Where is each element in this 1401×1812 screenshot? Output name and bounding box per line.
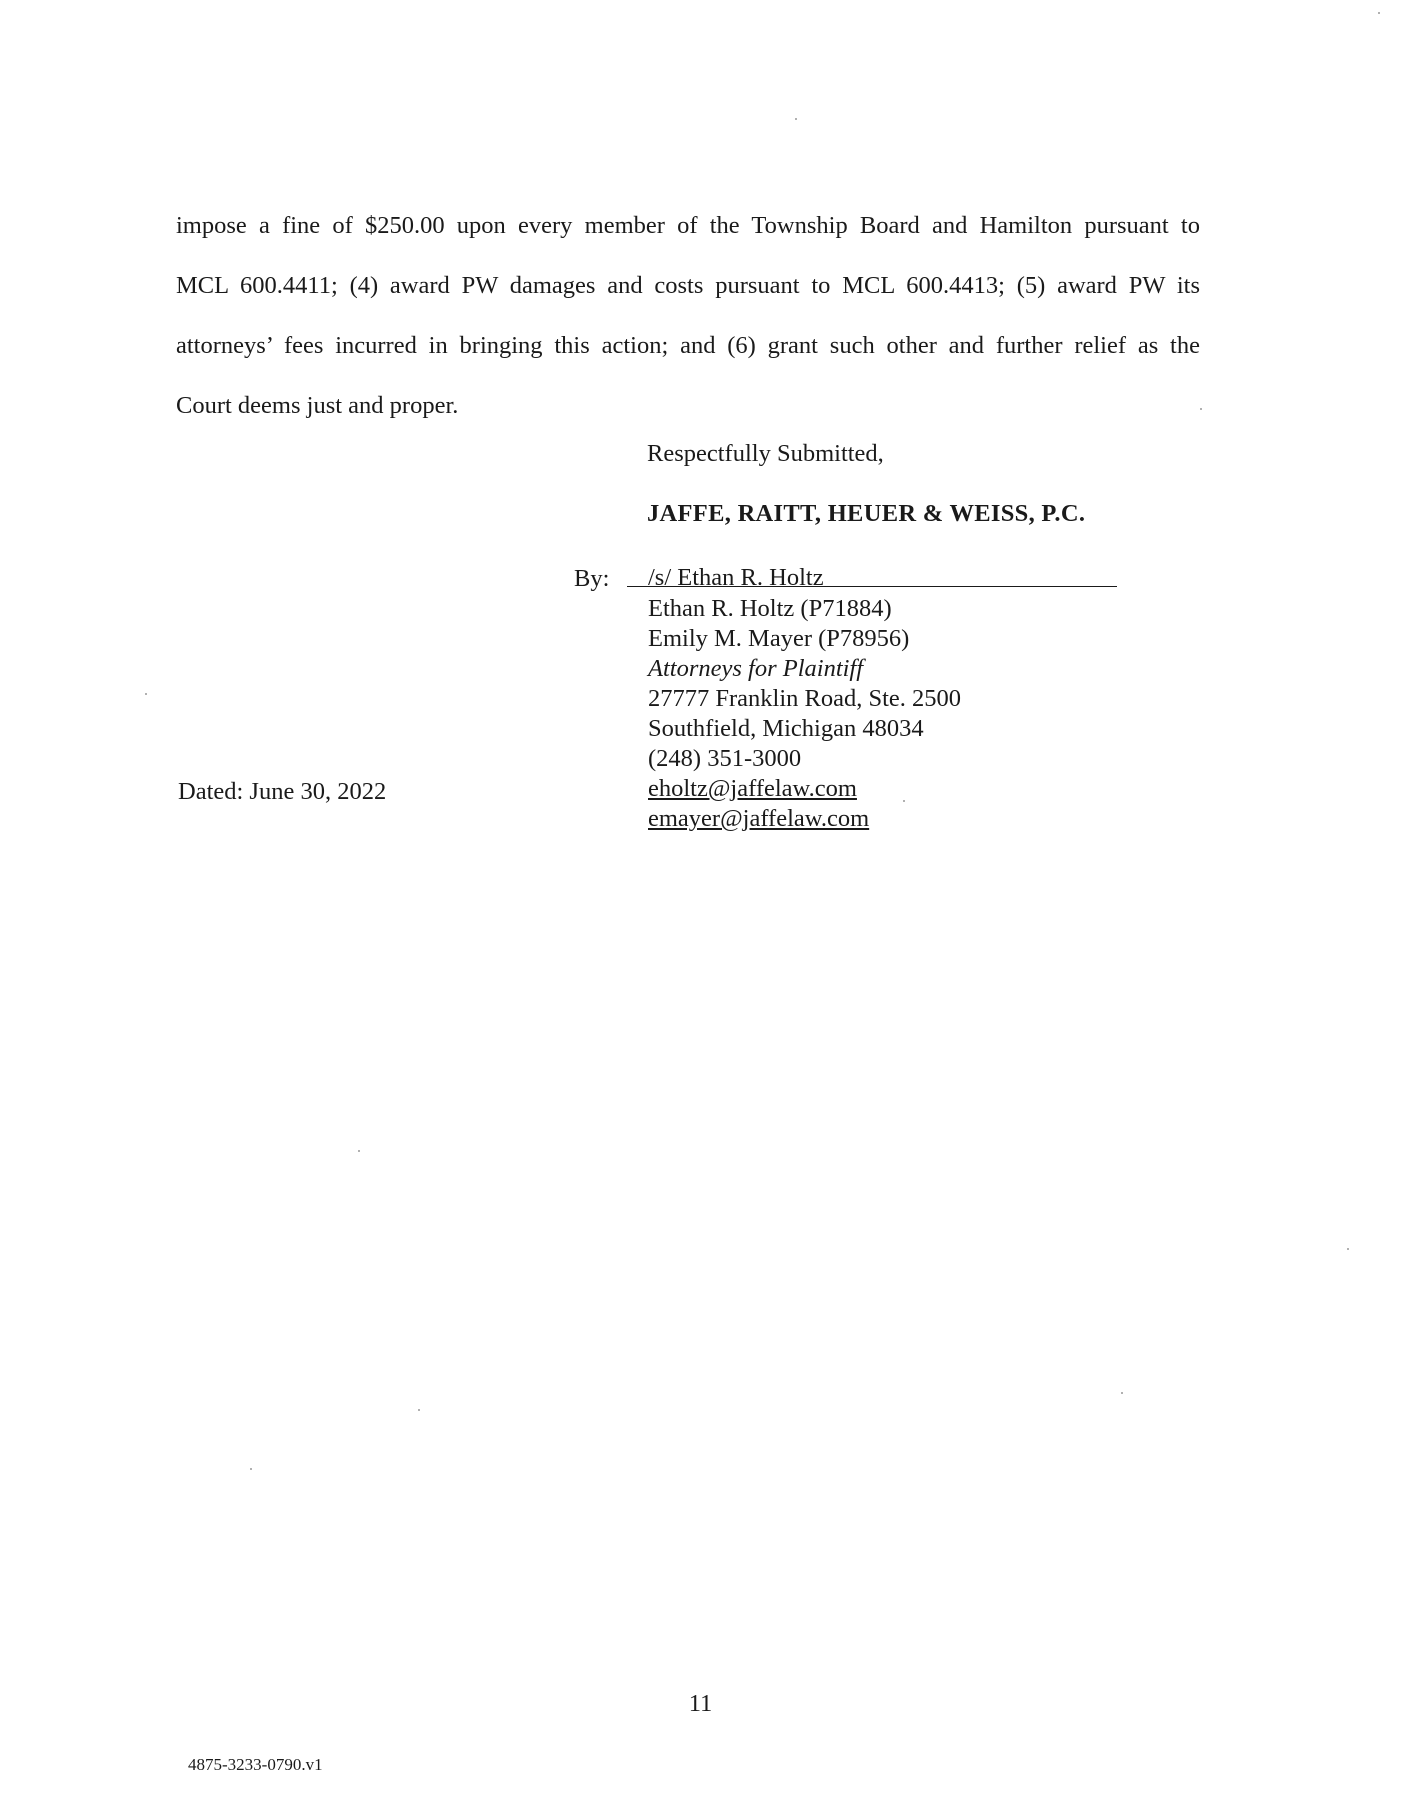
scan-speck xyxy=(1378,12,1380,14)
scan-speck xyxy=(1200,408,1202,410)
address-line-2: Southfield, Michigan 48034 xyxy=(648,715,924,742)
address-line-1: 27777 Franklin Road, Ste. 2500 xyxy=(648,685,962,712)
scan-speck xyxy=(1121,1392,1123,1394)
body-paragraph xyxy=(176,196,1200,436)
body-line-2: MCL 600.4411; (4) award PW damages and costs pursuant to MCL 600.4413; (5) award PW its xyxy=(176,272,1200,299)
scan-speck xyxy=(358,1150,360,1152)
email-link-1[interactable]: eholtz@jaffelaw.com xyxy=(648,775,857,802)
scan-speck xyxy=(145,693,147,695)
scan-speck xyxy=(418,1409,420,1411)
signature-block xyxy=(648,594,961,834)
dated-line: Dated: June 30, 2022 xyxy=(178,778,387,805)
firm-name: JAFFE, RAITT, HEUER & WEISS, P.C. xyxy=(647,500,1086,527)
scan-speck xyxy=(1347,1248,1349,1250)
scan-speck xyxy=(903,800,905,802)
signature-text: /s/ Ethan R. Holtz xyxy=(648,564,824,591)
attorney-1: Ethan R. Holtz (P71884) xyxy=(648,595,892,622)
body-line-4: Court deems just and proper. xyxy=(176,392,459,419)
attorney-2: Emily M. Mayer (P78956) xyxy=(648,625,910,652)
by-label: By: xyxy=(574,565,610,592)
document-id: 4875-3233-0790.v1 xyxy=(188,1755,323,1774)
attorney-role: Attorneys for Plaintiff xyxy=(648,655,864,682)
email-link-2[interactable]: emayer@jaffelaw.com xyxy=(648,805,870,832)
body-line-3: attorneys’ fees incurred in bringing this action; and (6) grant such other and further relief as the xyxy=(176,332,1200,359)
body-line-1: impose a fine of $250.00 upon every member of the Township Board and Hamilton pursuant to xyxy=(176,212,1200,239)
scan-speck xyxy=(795,118,797,120)
closing-salutation: Respectfully Submitted, xyxy=(647,440,884,467)
page-number: 11 xyxy=(688,1690,713,1717)
scan-speck xyxy=(250,1468,252,1470)
phone-number: (248) 351-3000 xyxy=(648,745,802,772)
